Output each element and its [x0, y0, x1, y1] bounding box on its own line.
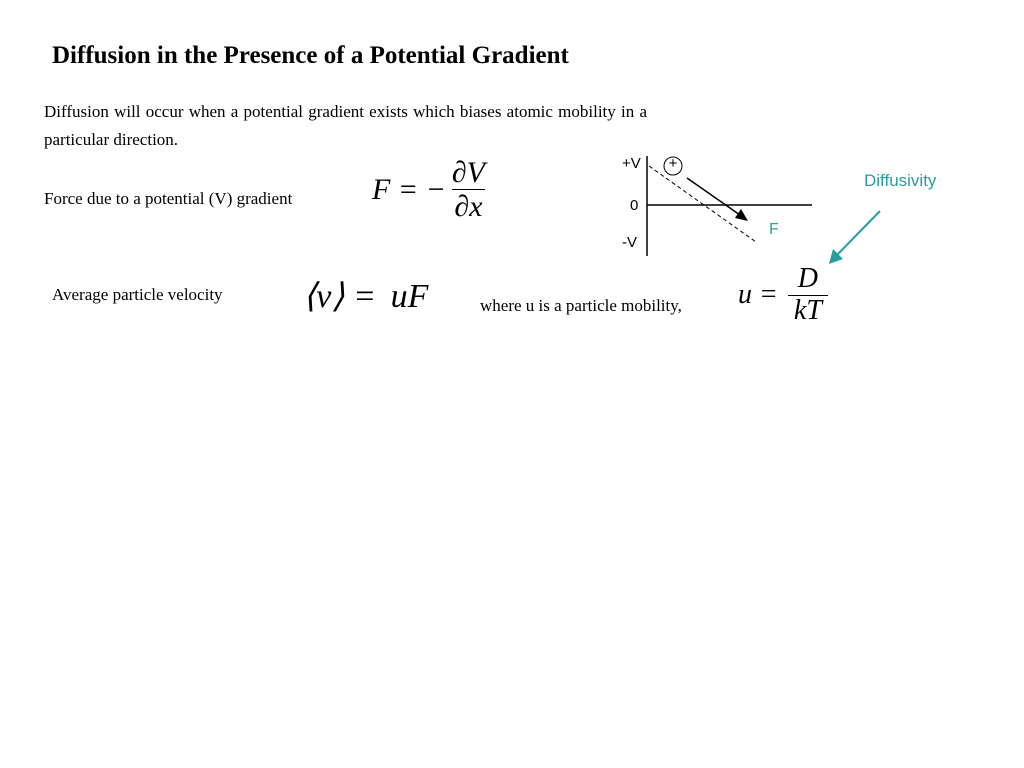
velocity-equation-lhs: ⟨v⟩ =: [303, 278, 377, 315]
mobility-label: where u is a particle mobility,: [480, 296, 682, 315]
diagram-minus-v-label: -V: [622, 234, 637, 251]
velocity-equation-rhs: uF: [390, 278, 429, 315]
force-denominator: ∂x: [454, 190, 483, 223]
mobility-fraction: [788, 264, 828, 327]
intro-paragraph: Diffusion will occur when a potential gradient exists which biases atomic mobility in a particular direction.: [44, 102, 647, 149]
diagram-zero-label: 0: [630, 197, 639, 214]
diagram-plus-v-label: +V: [622, 155, 641, 172]
force-fraction: [452, 156, 485, 223]
particle-charge-label: +: [668, 155, 678, 172]
mobility-equation-lhs: u =: [738, 279, 778, 311]
force-numerator: ∂V: [451, 156, 485, 189]
slide-title: Diffusion in the Presence of a Potential Gradient: [52, 42, 569, 69]
force-arrow-label: F: [769, 221, 779, 238]
diffusivity-arrow: [820, 205, 886, 271]
force-label: Force due to a potential (V) gradient: [44, 189, 293, 208]
force-equation: [372, 156, 485, 223]
force-arrow-shaft: [687, 178, 740, 215]
velocity-label: Average particle velocity: [52, 285, 223, 304]
mobility-denominator: kT: [793, 294, 822, 326]
force-arrow-head: [735, 209, 748, 221]
diffusivity-callout: Diffusivity: [864, 171, 937, 190]
velocity-equation: [303, 276, 428, 316]
mobility-equation: [738, 264, 828, 327]
force-equation-lhs: F = −: [372, 172, 446, 206]
diagram-potential-slope: [649, 166, 756, 242]
diffusivity-arrow-shaft: [837, 211, 880, 255]
mobility-numerator: D: [797, 263, 819, 294]
